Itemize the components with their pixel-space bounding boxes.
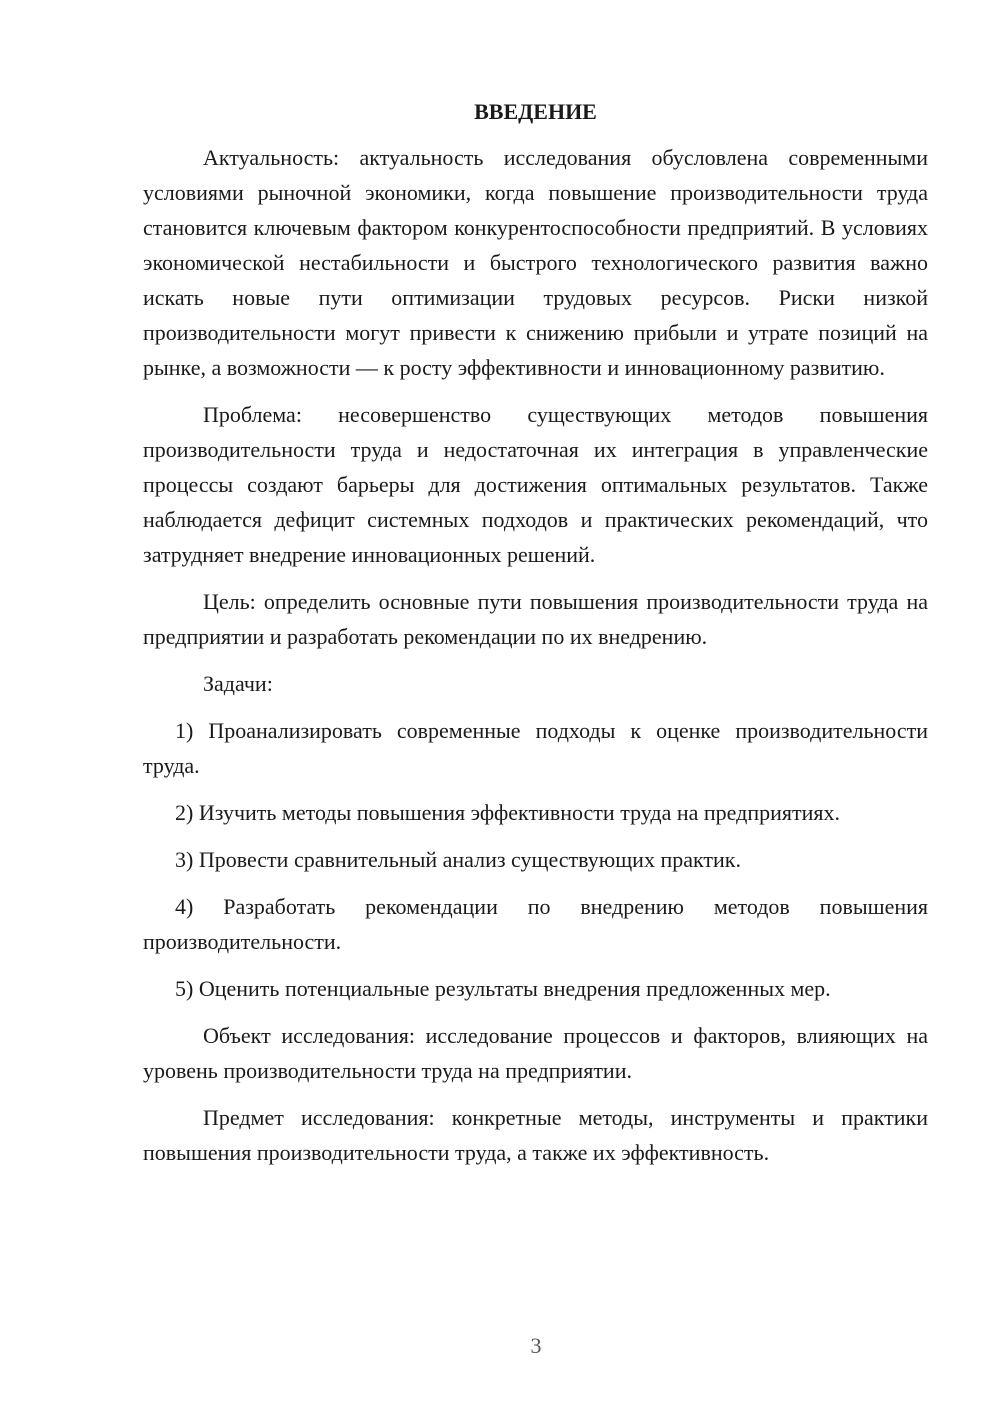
goal-paragraph: Цель: определить основные пути повышения производительности труда на предприятии и разработать рекомендации по их внедрению. [143,589,928,649]
page-content [143,96,928,1182]
task-item-4: 4) Разработать рекомендации по внедрению методов повышения производительности. [143,894,928,954]
relevance-paragraph: Актуальность: актуальность исследования обусловлена современными условиями рыночной экономики, когда повышение производительности труда становится ключевым фактором конкурентоспособности предприятий. В условиях экономической нестабильности и быстрого технологического развития важно искать новые пути оптимизации трудовых ресурсов. Риски низкой производительности могут привести к снижению прибыли и утрате позиций на рынке, а возможности — к росту эффективности и инновационному развитию. [143,145,928,380]
object-paragraph: Объект исследования: исследование процессов и факторов, влияющих на уровень производительности труда на предприятии. [143,1023,928,1083]
tasks-heading: Задачи: [203,671,273,696]
task-item-5: 5) Оценить потенциальные результаты внедрения предложенных мер. [175,976,831,1001]
task-item-1: 1) Проанализировать современные подходы к оценке производительности труда. [143,718,928,778]
subject-paragraph: Предмет исследования: конкретные методы, инструменты и практики повышения производительности труда, а также их эффективность. [143,1105,928,1165]
section-title: ВВЕДЕНИЕ [474,99,597,124]
task-item-2: 2) Изучить методы повышения эффективности труда на предприятиях. [175,800,841,825]
problem-paragraph: Проблема: несовершенство существующих методов повышения производительности труда и недостаточная их интеграция в управленческие процессы создают барьеры для достижения оптимальных результатов. Также наблюдается дефицит системных подходов и практических рекомендаций, что затрудняет внедрение инновационных решений. [143,402,928,567]
task-item-3: 3) Провести сравнительный анализ существующих практик. [175,847,741,872]
page-number: 3 [530,1333,542,1358]
